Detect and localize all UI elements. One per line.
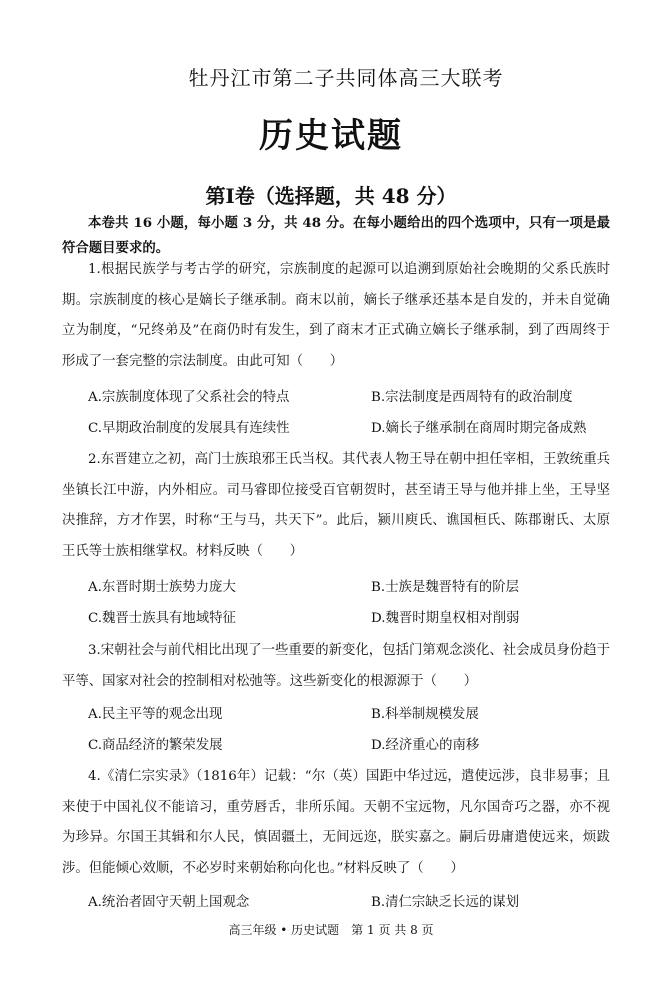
- question-3-option-d: D.经济重心的南移: [371, 738, 480, 753]
- question-4-option-a: A.统治者固守天朝上国观念: [88, 895, 250, 910]
- question-2-option-b: B.士族是魏晋特有的阶层: [371, 580, 520, 595]
- question-3-option-a: A.民主平等的观念出现: [88, 707, 223, 722]
- question-3-option-b: B.科举制规模发展: [371, 707, 479, 722]
- question-4-stem: 4.《清仁宗实录》（1816年）记载：“尔（英）国距中华过远，遣使远涉，良非易事；且来使于中国礼仪不能谙习，重劳唇舌，非所乐闻。天朝不宝远物，凡尔国奇巧之器，亦不视为珍异。尔国王其辑和尔人民，慎固疆土，无间远迩，朕实嘉之。嗣后毋庸遣使远来，烦跋涉。但能倾心效顺，不必岁时来朝始称向化也。”材料反映了（ ）: [62, 769, 610, 876]
- question-2-option-c: C.魏晋士族具有地域特征: [88, 611, 236, 626]
- question-1-stem: 1.根据民族学与考古学的研究，宗族制度的起源可以追溯到原始社会晚期的父系氏族时期。宗族制度的核心是嫡长子继承制。商末以前，嫡长子继承还基本是自发的，并未自觉确立为制度，“兄终弟及”在商仍时有发生，到了商末才正式确立嫡长子继承制，到了西周终于形成了一套完整的宗法制度。由此可知（ ）: [62, 262, 610, 369]
- question-1-option-a: A.宗族制度体现了父系社会的特点: [88, 390, 290, 405]
- question-1-option-b: B.宗法制度是西周特有的政治制度: [371, 390, 573, 405]
- section-title: 第Ⅰ卷（选择题，共 48 分）: [205, 184, 457, 208]
- question-2-stem: 2.东晋建立之初，高门士族琅邪王氏当权。其代表人物王导在朝中担任宰相，王敦统重兵坐镇长江中游，内外相应。司马睿即位接受百官朝贺时，甚至请王导与他并排上坐，王导坚决推辞，方才作罢，时称“王与马，共天下”。此后，颍川庾氏、谯国桓氏、陈郡谢氏、太原王氏等士族相继掌权。材料反映（ ）: [62, 452, 610, 559]
- school-title: 牡丹江市第二子共同体高三大联考: [188, 66, 504, 90]
- question-4-option-b: B.清仁宗缺乏长远的谋划: [371, 895, 520, 910]
- question-1-option-c: C.早期政治制度的发展具有连续性: [88, 421, 290, 436]
- question-3-stem: 3.宋朝社会与前代相比出现了一些重要的新变化，包括门第观念淡化、社会成员身份趋于平等、国家对社会的控制相对松弛等。这些新变化的根源源于（ ）: [62, 643, 610, 689]
- question-3-option-c: C.商品经济的繁荣发展: [88, 738, 223, 753]
- page-title: 历史试题: [259, 116, 403, 156]
- question-1-option-d: D.嫡长子继承制在商周时期完备成熟: [371, 421, 587, 436]
- section-instructions: 本卷共 16 小题，每小题 3 分，共 48 分。在每小题给出的四个选项中，只有一项是最符合题目要求的。: [62, 215, 610, 256]
- page-footer: 高三年级 • 历史试题 第 1 页 共 8 页: [228, 923, 434, 937]
- question-2-option-a: A.东晋时期士族势力庞大: [88, 580, 236, 595]
- question-2-option-d: D.魏晋时期皇权相对削弱: [371, 611, 520, 626]
